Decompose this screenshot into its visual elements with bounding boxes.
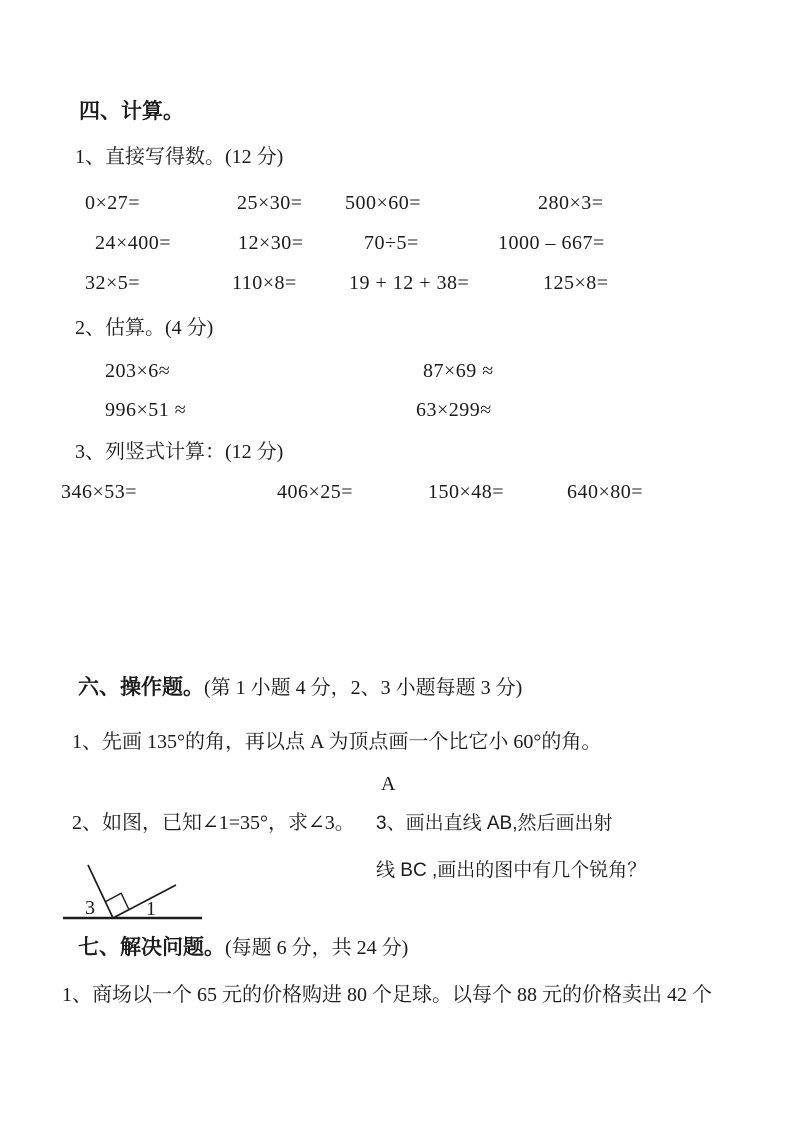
math-expression: 150×48=	[428, 481, 505, 503]
math-expression: 500×60=	[345, 192, 422, 214]
math-expression: 203×6≈	[105, 360, 171, 382]
angle-3-label: 3	[85, 897, 95, 919]
operation-q3-text-line1: 3、画出直线 AB,然后画出射	[376, 813, 613, 834]
section-operation-title	[78, 676, 522, 700]
operation-q3-text-line2: 线 BC ,画出的图中有几个锐角？	[376, 860, 647, 881]
solve-q1-text: 1、商场以一个 65 元的价格购进 80 个足球。以每个 88 元的价格卖出 42 个	[62, 984, 712, 1006]
math-expression: 996×51 ≈	[105, 399, 187, 421]
operation-q1-text: 1、先画 135°的角，再以点 A 为顶点画一个比它小 60°的角。	[72, 731, 602, 753]
math-expression: 87×69 ≈	[423, 360, 494, 382]
math-expression: 280×3=	[538, 192, 604, 214]
point-a-label: A	[381, 773, 396, 795]
math-expression: 24×400=	[95, 232, 172, 254]
section-solve-title-bold: 七、解决问题。	[78, 936, 225, 959]
angle-diagram	[55, 850, 215, 928]
math-expression: 63×299≈	[416, 399, 492, 421]
math-expression: 110×8=	[232, 272, 297, 294]
operation-q2-text: 2、如图，已知∠1=35°，求∠3。	[72, 812, 355, 834]
section-calc-title: 四、计算。	[79, 100, 184, 123]
math-expression: 346×53=	[61, 481, 138, 503]
direct-calc-label: 1、直接写得数。(12 分)	[75, 146, 284, 168]
column-calc-label: 3、列竖式计算：(12 分)	[75, 441, 284, 463]
math-expression: 640×80=	[567, 481, 644, 503]
angle-diagram-ray-right	[113, 885, 176, 918]
math-expression: 19 + 12 + 38=	[349, 272, 470, 294]
math-expression: 25×30=	[237, 192, 303, 214]
math-expression: 12×30=	[238, 232, 304, 254]
section-solve-title	[78, 936, 408, 960]
section-solve-title-note: (每题 6 分，共 24 分)	[225, 937, 409, 959]
right-angle-marker	[105, 893, 129, 909]
estimate-label: 2、估算。(4 分)	[75, 317, 214, 339]
angle-1-label: 1	[146, 898, 156, 920]
math-expression: 406×25=	[277, 481, 354, 503]
section-operation-title-bold: 六、操作题。	[78, 676, 204, 699]
math-expression: 125×8=	[543, 272, 609, 294]
math-expression: 70÷5=	[364, 232, 419, 254]
math-expression: 0×27=	[85, 192, 141, 214]
math-expression: 1000 – 667=	[498, 232, 605, 254]
math-expression: 32×5=	[85, 272, 141, 294]
section-operation-title-note: (第 1 小题 4 分，2、3 小题每题 3 分)	[204, 677, 523, 699]
